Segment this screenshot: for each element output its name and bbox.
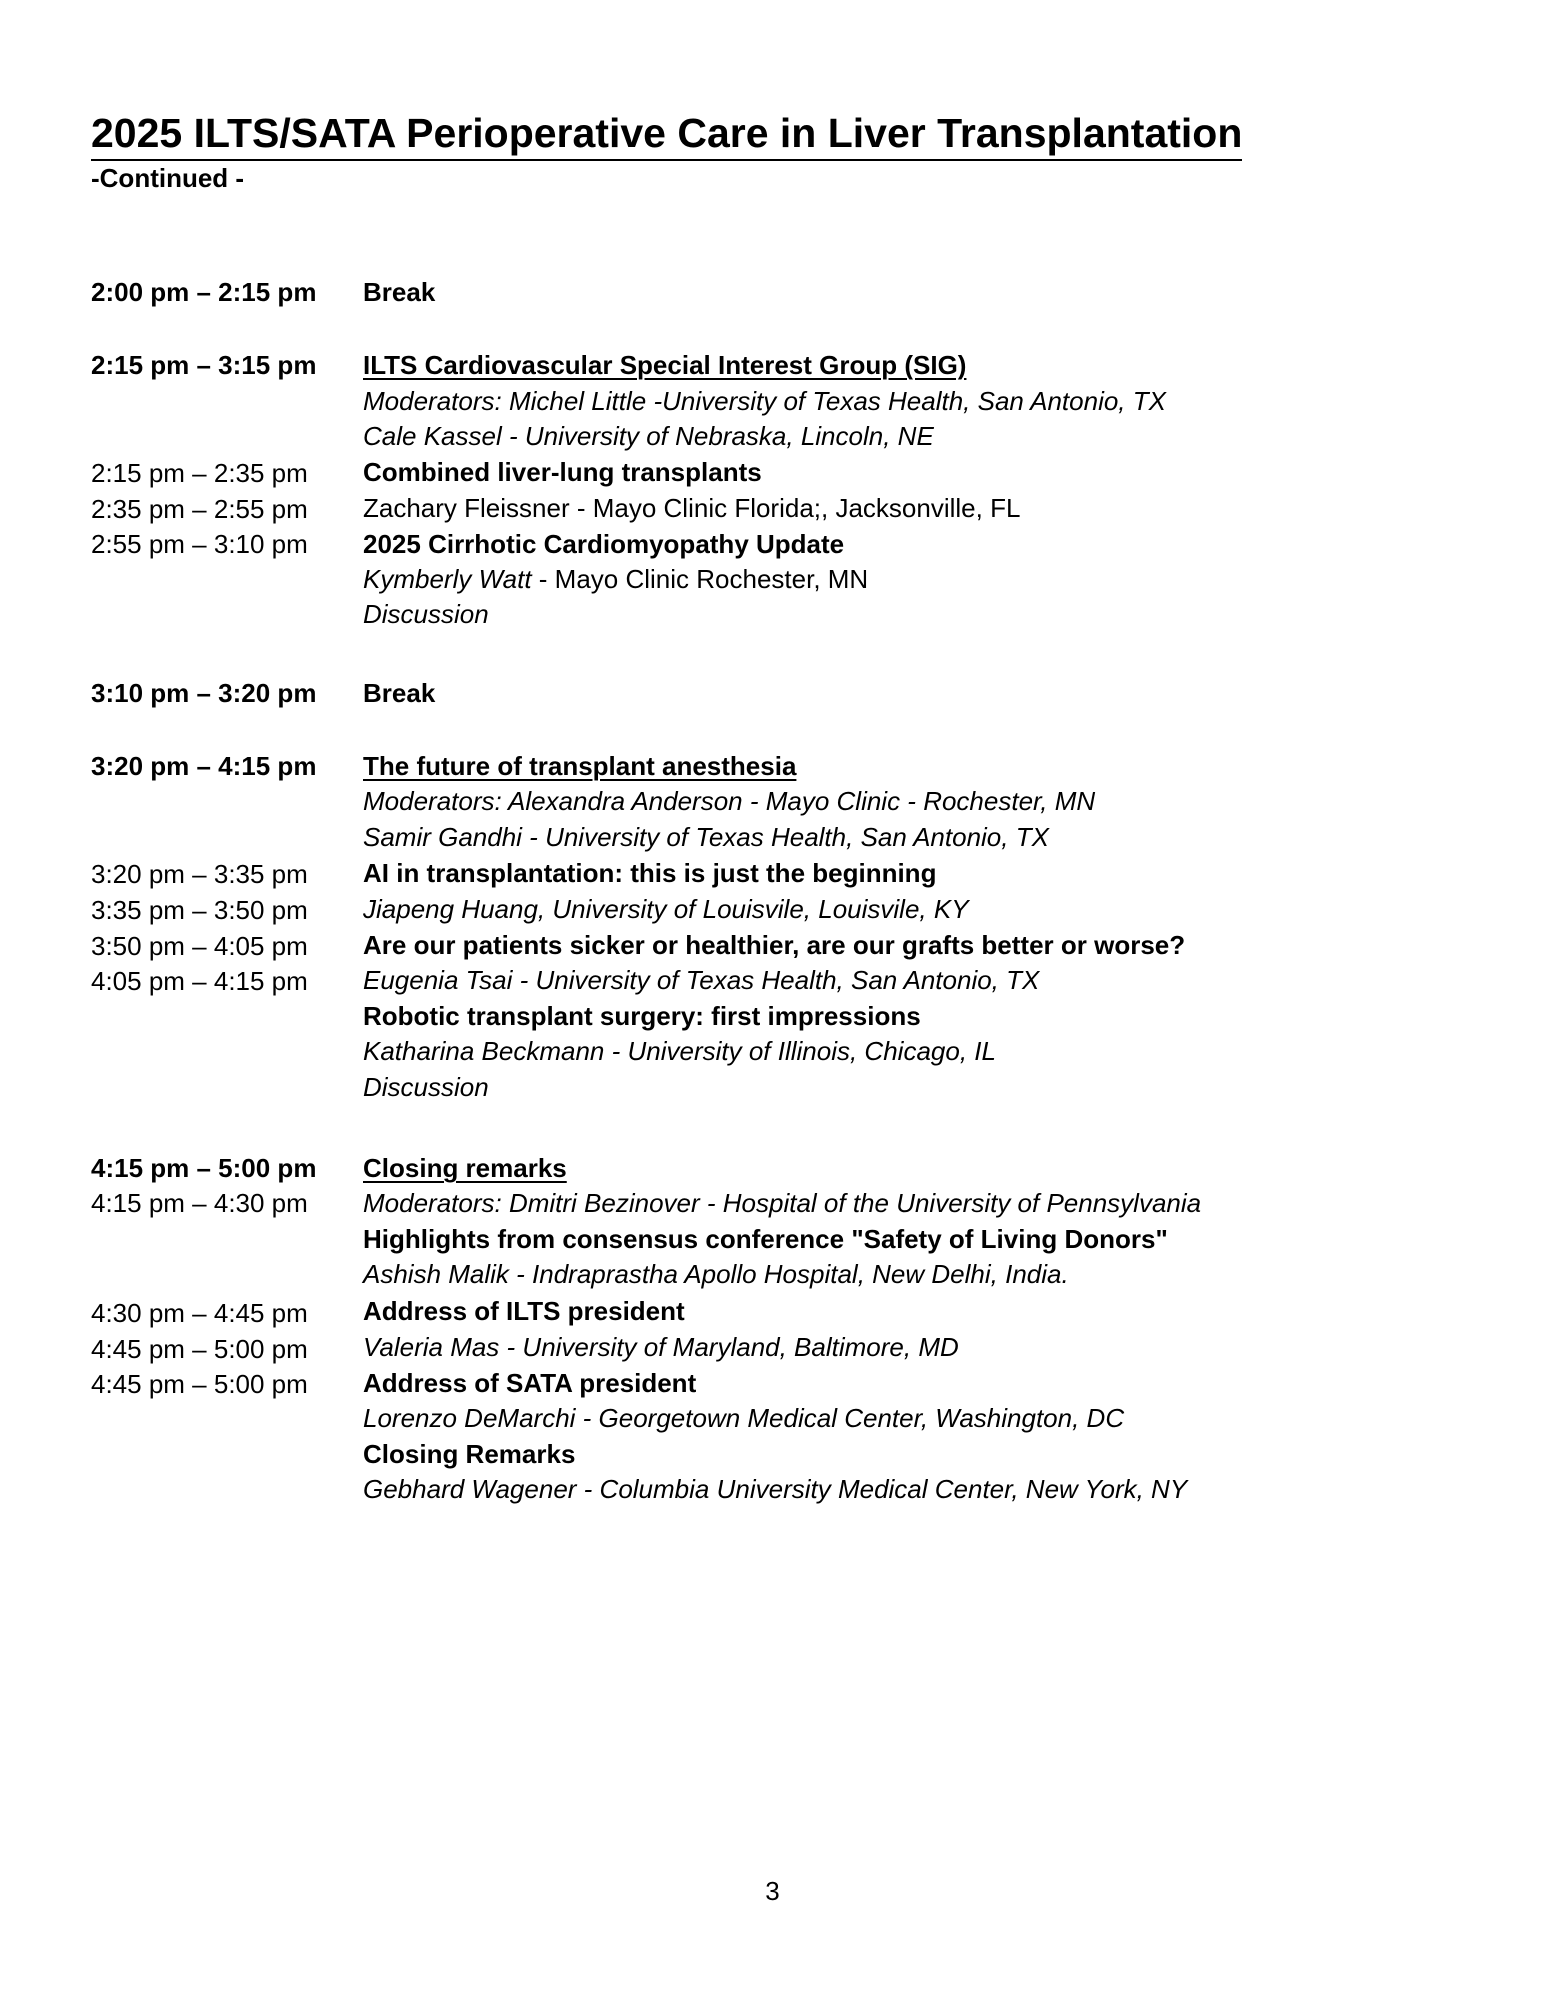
talk-time: 3:20 pm – 3:35 pm — [91, 859, 308, 889]
talk-time: 3:50 pm – 4:05 pm — [91, 931, 308, 961]
discussion-label: Discussion — [363, 599, 489, 629]
talk-time: 4:05 pm – 4:15 pm — [91, 966, 308, 996]
break-time: 2:00 pm – 2:15 pm — [91, 277, 317, 307]
talk-time: 3:35 pm – 3:50 pm — [91, 895, 308, 925]
talk-time: 4:30 pm – 4:45 pm — [91, 1298, 308, 1328]
page-title: 2025 ILTS/SATA Perioperative Care in Liver Transplantation — [91, 108, 1242, 161]
talk-title: Address of SATA president — [363, 1368, 697, 1398]
talk-speaker: Jiapeng Huang, University of Louisvile, Louisvile, KY — [363, 894, 969, 924]
talk-speaker: Ashish Malik - Indraprastha Apollo Hospital, New Delhi, India. — [363, 1259, 1069, 1289]
session-title: The future of transplant anesthesia — [363, 751, 797, 781]
speaker-name: Kymberly Watt — [363, 564, 532, 594]
page-subtitle: -Continued - — [91, 163, 245, 193]
talk-time: 2:55 pm – 3:10 pm — [91, 529, 308, 559]
talk-title: 2025 Cirrhotic Cardiomyopathy Update — [363, 529, 845, 559]
discussion-label: Discussion — [363, 1072, 489, 1102]
session-title: Closing remarks — [363, 1153, 567, 1183]
session-title: ILTS Cardiovascular Special Interest Group (SIG) — [363, 350, 967, 380]
page-number: 3 — [765, 1876, 780, 1906]
talk-speaker: Eugenia Tsai - University of Texas Health, San Antonio, TX — [363, 965, 1040, 995]
session-time: 3:20 pm – 4:15 pm — [91, 751, 317, 781]
talk-time: 4:15 pm – 4:30 pm — [91, 1188, 308, 1218]
talk-time: 4:45 pm – 5:00 pm — [91, 1369, 308, 1399]
session-time: 4:15 pm – 5:00 pm — [91, 1153, 317, 1183]
talk-speaker: Gebhard Wagener - Columbia University Medical Center, New York, NY — [363, 1474, 1188, 1504]
session-moderator: Samir Gandhi - University of Texas Health, San Antonio, TX — [363, 822, 1049, 852]
talk-speaker: Lorenzo DeMarchi - Georgetown Medical Center, Washington, DC — [363, 1403, 1125, 1433]
talk-title: Combined liver-lung transplants — [363, 457, 762, 487]
break-time: 3:10 pm – 3:20 pm — [91, 678, 317, 708]
break-title: Break — [363, 678, 436, 708]
talk-title: AI in transplantation: this is just the beginning — [363, 858, 937, 888]
talk-speaker: Zachary Fleissner - Mayo Clinic Florida;, Jacksonville, FL — [363, 493, 1021, 523]
talk-time: 2:15 pm – 2:35 pm — [91, 458, 308, 488]
session-moderator: Cale Kassel - University of Nebraska, Lincoln, NE — [363, 421, 934, 451]
session-moderators: Moderators: Michel Little -University of Texas Health, San Antonio, TX — [363, 386, 1166, 416]
talk-title: Highlights from consensus conference "Safety of Living Donors" — [363, 1224, 1168, 1254]
session-moderators: Moderators: Dmitri Bezinover - Hospital of the University of Pennsylvania — [363, 1188, 1202, 1218]
talk-title: Are our patients sicker or healthier, are our grafts better or worse? — [363, 930, 1186, 960]
talk-title: Closing Remarks — [363, 1439, 576, 1469]
talk-title: Address of ILTS president — [363, 1296, 685, 1326]
session-moderators: Moderators: Alexandra Anderson - Mayo Clinic - Rochester, MN — [363, 786, 1096, 816]
talk-time: 2:35 pm – 2:55 pm — [91, 494, 308, 524]
talk-speaker: Katharina Beckmann - University of Illinois, Chicago, IL — [363, 1036, 996, 1066]
session-time: 2:15 pm – 3:15 pm — [91, 350, 317, 380]
break-title: Break — [363, 277, 436, 307]
talk-title: Robotic transplant surgery: first impressions — [363, 1001, 921, 1031]
speaker-affiliation: - Mayo Clinic Rochester, MN — [531, 564, 869, 594]
talk-speaker: Valeria Mas - University of Maryland, Baltimore, MD — [363, 1332, 959, 1362]
talk-time: 4:45 pm – 5:00 pm — [91, 1334, 308, 1364]
talk-speaker — [363, 562, 868, 596]
